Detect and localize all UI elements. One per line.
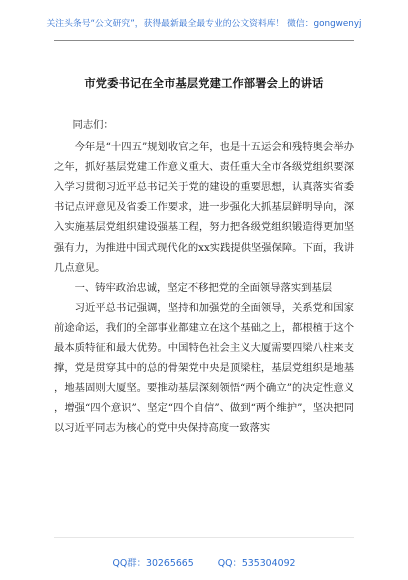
footer-qq: QQ：535304092 bbox=[217, 558, 296, 569]
document-body bbox=[54, 115, 354, 535]
top-banner: 关注头条号“公文研究”，获得最新最全最专业的公文资料库！ 微信：gongwenyj bbox=[46, 19, 362, 29]
section-heading: 一、铸牢政治忠诚，坚定不移把党的全面领导落实到基层 bbox=[74, 281, 333, 294]
intro-paragraph: 今年是“十四五”规划收官之年，也是十五运会和残特奥会举办之年，抓好基层党建工作意义重大、责任重大全市各级党组织要深入学习贯彻习近平总书记关于党的建设的重要思想，认真落实省委书记点评意见及省委工作要求，进一步强化大抓基层鲜明导向，深入实施基层党组织建设强基工程，努力把各级党组织锻造得更加坚强有力，为推进中国式现代化的xx实践提供坚强保障。下面，我讲几点意见。 bbox=[54, 141, 354, 274]
bottom-divider bbox=[54, 537, 354, 538]
document-title: 市党委书记在全市基层党建工作部署会上的讲话 bbox=[84, 76, 324, 90]
top-divider bbox=[54, 40, 354, 41]
footer-qq-group: QQ群：30265665 bbox=[112, 558, 194, 569]
section-paragraph: 习近平总书记强调，坚持和加强党的全面领导，关系党和国家前途命运，我们的全部事业都建立在这个基础之上，都根植于这个最本质特征和最大优势。中国特色社会主义大厦需要四梁八柱来支撑，党是贯穿其中的总的骨架党中央是顶梁柱，基层党组织是地基，地基固则大厦坚。要推动基层深刻领悟“两个确立”的决定性意义，增强“四个意识”、坚定“四个自信”、做到“两个维护”，坚决把同以习近平同志为核心的党中央保持高度一致落实 bbox=[54, 301, 354, 435]
footer bbox=[0, 558, 408, 570]
greeting: 同志们： bbox=[72, 119, 114, 131]
